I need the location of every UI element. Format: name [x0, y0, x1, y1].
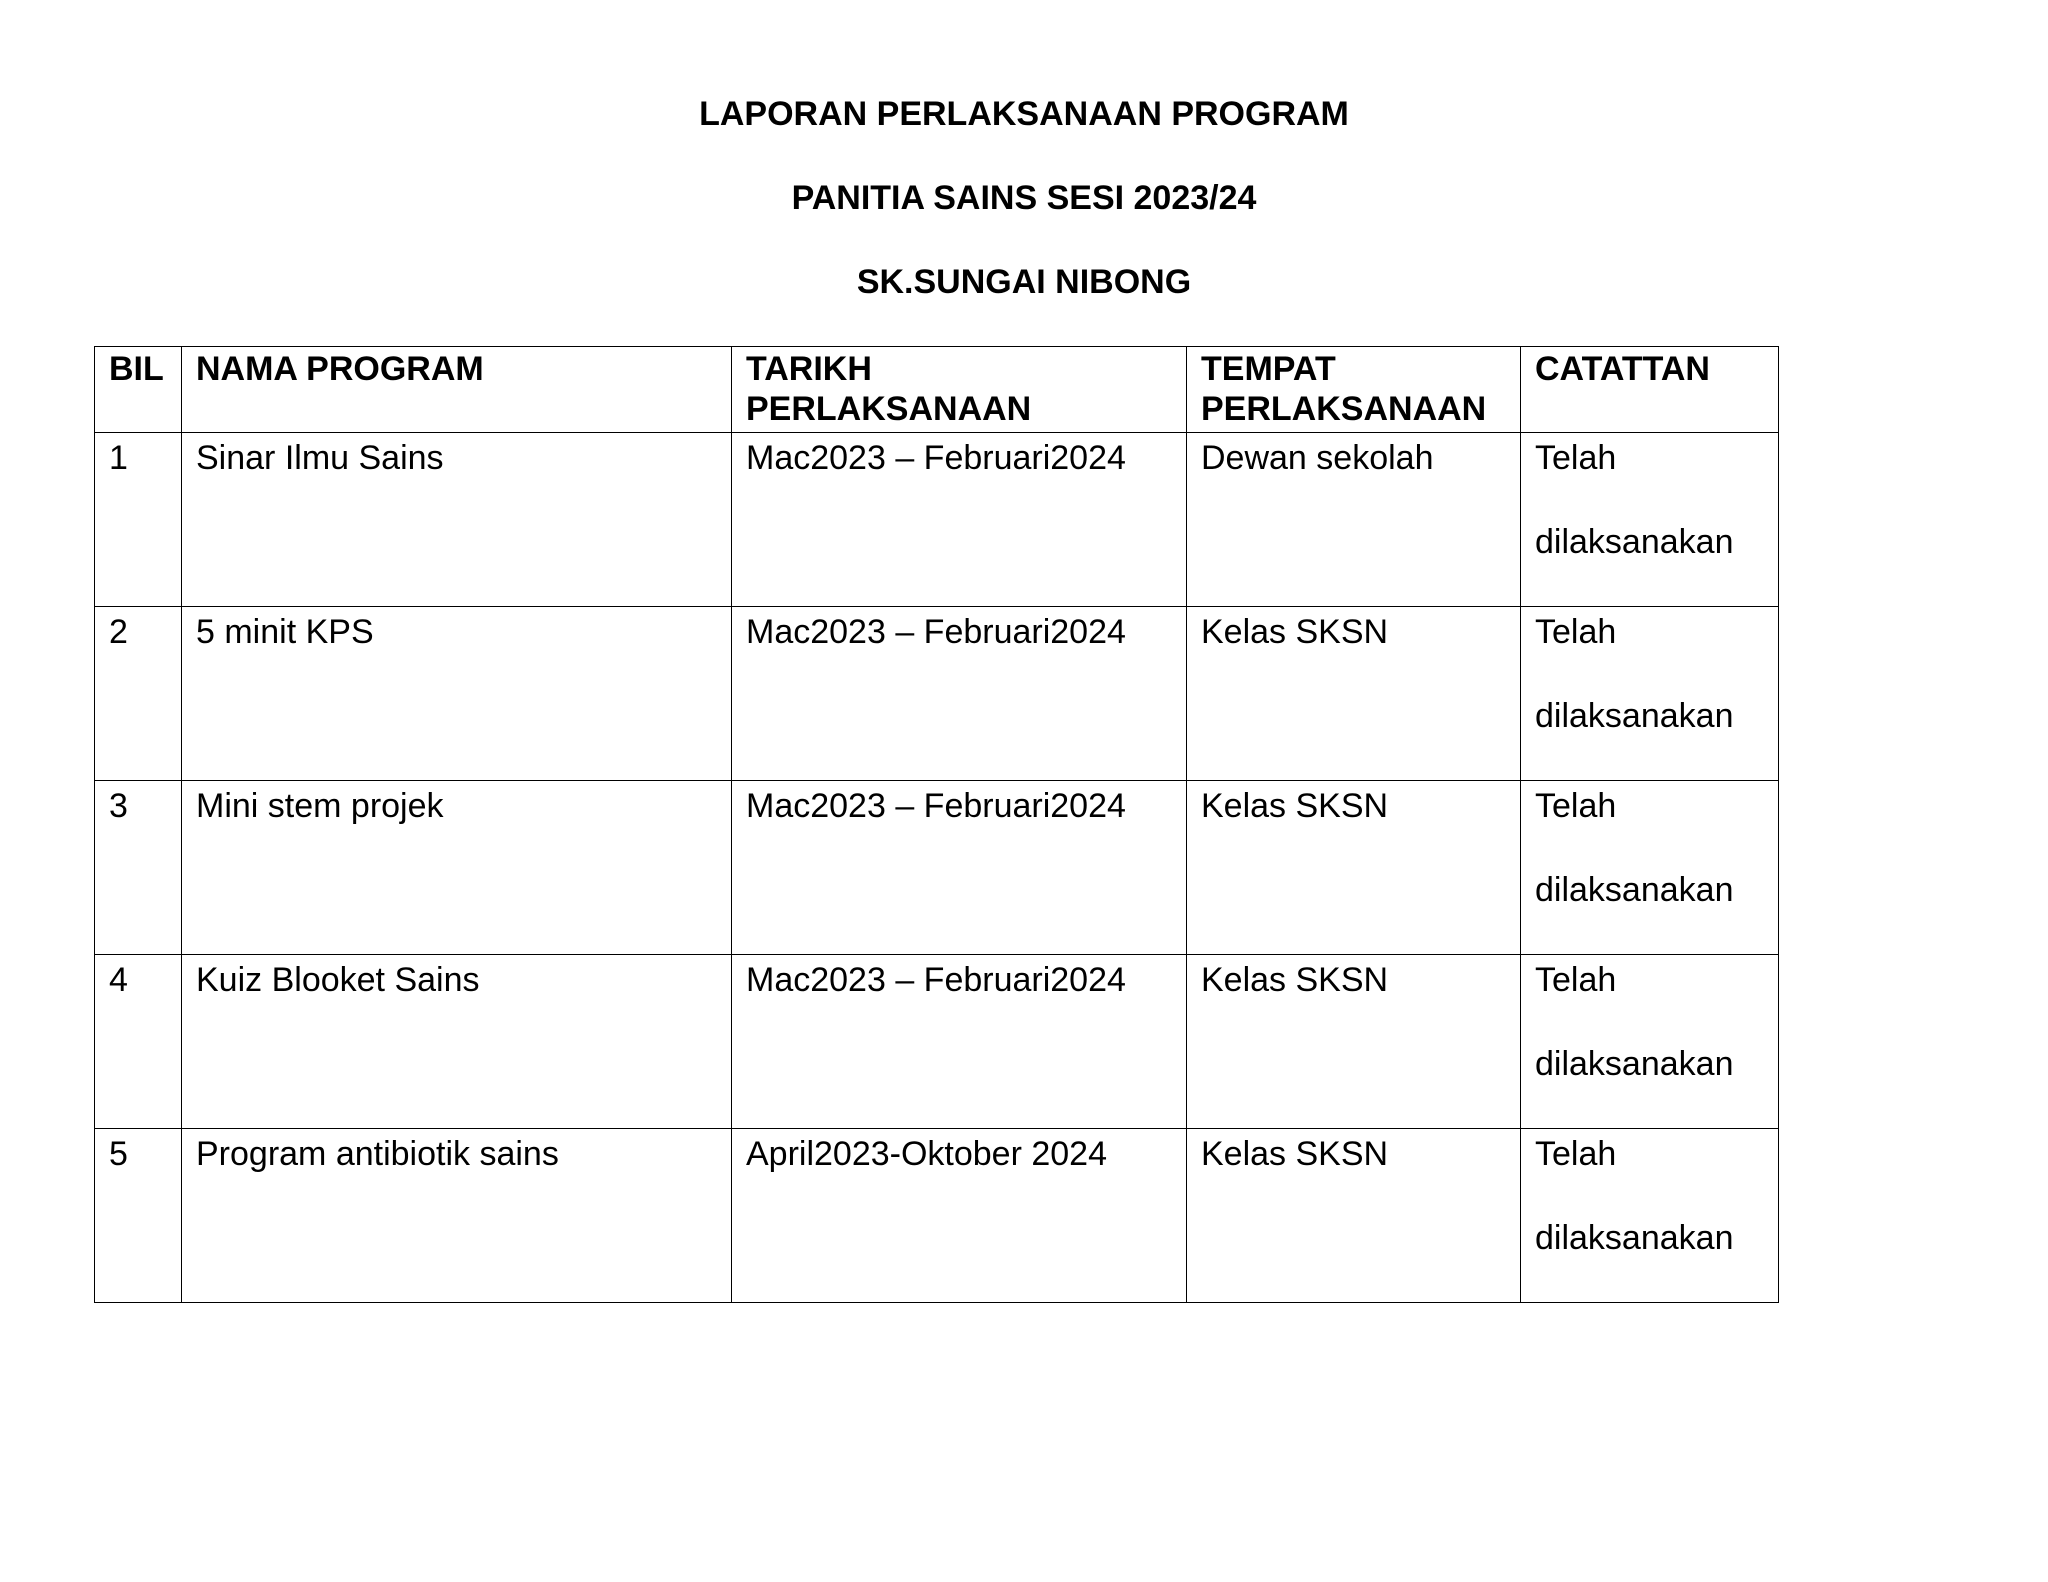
cell-tarikh: April2023-Oktober 2024: [732, 1129, 1187, 1303]
cell-bil: 1: [95, 433, 182, 607]
cell-nama-program: 5 minit KPS: [182, 607, 732, 781]
document-title: LAPORAN PERLAKSANAAN PROGRAM: [699, 95, 1349, 133]
cell-tempat: Kelas SKSN: [1187, 955, 1521, 1129]
table-row: [95, 433, 1779, 607]
table-row: [95, 955, 1779, 1129]
document-subtitle: PANITIA SAINS SESI 2023/24: [791, 179, 1257, 217]
catatan-line1: Telah: [1535, 787, 1617, 825]
cell-nama-program: Program antibiotik sains: [182, 1129, 732, 1303]
cell-bil: 3: [95, 781, 182, 955]
catatan-line1: Telah: [1535, 439, 1617, 477]
cell-tempat: Kelas SKSN: [1187, 1129, 1521, 1303]
cell-nama-program: Mini stem projek: [182, 781, 732, 955]
header-tempat-line1: TEMPAT: [1201, 350, 1336, 388]
catatan-line2: dilaksanakan: [1535, 697, 1734, 735]
header-tarikh-line1: TARIKH: [746, 350, 872, 388]
catatan-line2: dilaksanakan: [1535, 871, 1734, 909]
catatan-line2: dilaksanakan: [1535, 1045, 1734, 1083]
catatan-line2: dilaksanakan: [1535, 1219, 1734, 1257]
table-row: [95, 1129, 1779, 1303]
cell-tarikh: Mac2023 – Februari2024: [732, 607, 1187, 781]
header-tempat-line2: PERLAKSANAAN: [1201, 390, 1487, 428]
cell-bil: 2: [95, 607, 182, 781]
catatan-line1: Telah: [1535, 613, 1617, 651]
header-nama-program: NAMA PROGRAM: [182, 347, 732, 433]
cell-catatan: [1521, 607, 1779, 781]
header-tarikh-line2: PERLAKSANAAN: [746, 390, 1032, 428]
header-tarikh-perlaksanaan: [732, 347, 1187, 433]
header-tempat-perlaksanaan: [1187, 347, 1521, 433]
cell-nama-program: Sinar Ilmu Sains: [182, 433, 732, 607]
table-header-row: [95, 347, 1779, 433]
cell-bil: 4: [95, 955, 182, 1129]
header-catatan: CATATTAN: [1521, 347, 1779, 433]
cell-tempat: Kelas SKSN: [1187, 607, 1521, 781]
cell-tempat: Dewan sekolah: [1187, 433, 1521, 607]
cell-catatan: [1521, 1129, 1779, 1303]
catatan-line1: Telah: [1535, 961, 1617, 999]
header-bil: BIL: [95, 347, 182, 433]
cell-tarikh: Mac2023 – Februari2024: [732, 781, 1187, 955]
cell-catatan: [1521, 955, 1779, 1129]
catatan-line2: dilaksanakan: [1535, 523, 1734, 561]
school-name: SK.SUNGAI NIBONG: [856, 263, 1192, 301]
cell-tarikh: Mac2023 – Februari2024: [732, 433, 1187, 607]
cell-nama-program: Kuiz Blooket Sains: [182, 955, 732, 1129]
cell-tarikh: Mac2023 – Februari2024: [732, 955, 1187, 1129]
cell-bil: 5: [95, 1129, 182, 1303]
program-report-table: [94, 346, 1779, 1303]
cell-catatan: [1521, 433, 1779, 607]
table-row: [95, 607, 1779, 781]
catatan-line1: Telah: [1535, 1135, 1617, 1173]
table-row: [95, 781, 1779, 955]
cell-tempat: Kelas SKSN: [1187, 781, 1521, 955]
cell-catatan: [1521, 781, 1779, 955]
